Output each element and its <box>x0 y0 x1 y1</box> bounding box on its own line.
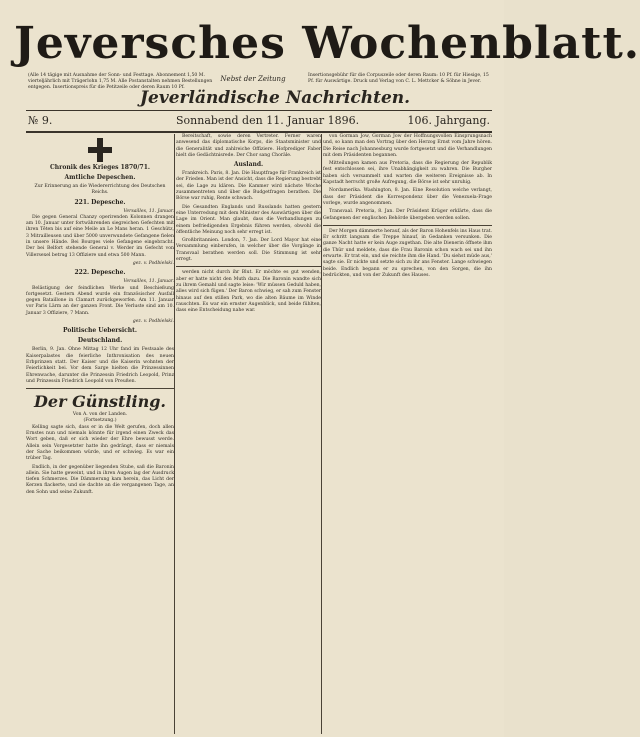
serial-title: Der Günstling. <box>34 392 166 412</box>
north-america-text: Nordamerika. Washington, 8. Jan. Eine Resolution welche verlangt, dass der Präsident die Korrespondenz über die Venezuela-Frage vorlege, wurde angenommen. <box>323 188 492 206</box>
france-text: Frankreich. Paris, 8. Jan. Die Hauptfrage für Frankreich ist der Frieden. Man ist der Ansicht, dass die Regierung bestrebt sei, die Lage zu klären. Die Kammer wird nächste Woche zusammentreten und über die Budgetfragen berathen. Die Börse war ruhig, Rente schwach. <box>176 171 321 202</box>
masthead-title: Jeversches Wochenblatt. <box>14 18 640 69</box>
serial-text-2: Endlich, in der gegenüber liegenden Stube, saß die Baronin allein. Sie hatte geweint, und in ihren Augen lag der Ausdruck tiefen Schmerzes. Die Dämmerung kam herein, das Licht der Kerzen flackerte, und sie dachte an die vergangenen Tage, an den Sohn und seine Zukunft. <box>26 464 174 495</box>
dispatch-1-heading: 221. Depesche. <box>74 198 126 206</box>
official-heading: Amtliche Depeschen. <box>64 174 136 181</box>
serial-author: Von A. von der Landen. <box>72 412 128 418</box>
issue-number: № 9. <box>28 114 53 127</box>
transvaal-text: Transvaal. Pretoria, 8. Jan. Der Präsident Krüger erklärte, dass die Gefangenen der englischen Behörde übergeben werden sollen. <box>323 209 492 221</box>
dispatch-1-text: Die gegen General Chanzy operirenden Kolonnen drangen am 10. Januar unter fortwährenden siegreichen Gefechten mit ihren Têten bis auf eine Meile an Le Mans heran. 1 Geschütz, 3 Mitrailleusen und über 5000 unverwundete Gefangene fielen in unsere Hände. Bei Bourges viele Gefangene eingebracht. Der bei Belfort stehende General v. Werder im Gefecht von Villersexel betrug 13 Offiziere und etwa 500 Mann. <box>26 214 174 258</box>
gb-text: Großbritannien. London, 7. Jan. Der Lord Mayor hat eine Versammlung einberufen, in welcher über die Vorgänge in Transvaal berathen werden soll. Die Stimmung ist sehr erregt. <box>176 238 321 263</box>
serial-continuation: (Fortsetzung.) <box>83 418 117 424</box>
dispatch-2-heading: 222. Depesche. <box>74 269 126 277</box>
rule-bottom <box>26 131 492 133</box>
subtitle-nebst: Nebst der Zeitung <box>220 75 286 83</box>
dispatch-1-signature: gez. v. Podbielski. <box>132 260 174 266</box>
dateline <box>26 113 492 131</box>
germany-text: Berlin, 9. Jan. Ohne Mittag 12 Uhr fand im Festsaale des Kaiserpalastes die feierliche Inthronisation des neuen Erbprinzen statt. Der Kaiser und die Kaiserin wohnten der Feierlichkeit bei. Vor dem Sarge hielten die Prinzessinnen Ehrenwache, darunter die Prinzessin Friedrich Leopold, Prinz und Prinzessin Friedrich Leopold von Preußen. <box>26 347 174 384</box>
dispatch-1-place: Versailles, 11. Januar. <box>123 208 174 214</box>
rule-top <box>26 110 492 111</box>
column-rule-2 <box>321 134 322 734</box>
memory-note: Zur Erinnerung an die Wiedererrichtung des Deutschen Reichs. <box>34 184 166 196</box>
germany-heading: Deutschland. <box>77 337 123 345</box>
col3-serial: Der Morgen dämmerte herauf, als der Baron Hohenfels ins Haus trat. Er schritt langsam die Treppe hinauf, in Gedanken versunken. Die ganze Nacht hatte er kein Auge zugethan. Die alte Dienerin öffnete ihm die Thür und meldete, dass die Frau Baronin schon wach sei und ihn erwarte. Er trat ein, und sie reichte ihm die Hand. 'Du siehst müde aus,' sagte sie. Er nickte und setzte sich zu ihr ans Fenster. Lange schwiegen beide. Endlich begann er zu sprechen, von den Sorgen, die ihn bedrückten, und von der Zukunft des Hauses. <box>323 228 492 278</box>
abroad-heading: Ausland. <box>233 161 264 169</box>
col2-text-2: Die Gesandten Englands und Russlands hatten gestern eine Unterredung mit dem Minister des Auswärtigen über die Lage im Orient. Man glaubt, dass die Verhandlungen zu einem befriedigenden Ergebnis führen werden, obwohl die öffentliche Meinung noch sehr erregt ist. <box>176 204 321 235</box>
col2-serial: werden nicht durch ihr Blut. Er möchte es gut wenden, aber er hatte nicht den Muth dazu. Die Baronin wandte sich zu ihrem Gemahl und sagte leise: 'Wir müssen Geduld haben, alles wird sich fügen.' Der Baron schwieg, er sah zum Fenster hinaus auf den stillen Park, wo die alten Bäume im Winde rauschten. Es war ein ernster Augenblick, und beide fühlten, dass eine Entscheidung nahe war. <box>176 270 321 314</box>
volume-year: 106. Jahrgang. <box>407 114 490 127</box>
iron-cross-icon <box>88 138 112 162</box>
chronicle-heading: Chronik des Krieges 1870/71. <box>50 164 150 171</box>
column-1 <box>26 134 174 734</box>
col2-text-1: Bereitschaft, sowie deren Vertreter. Ferner waren anwesend das diplomatische Korps, die Staatsminister und die Generalität und zahlreiche Offiziere. Hofprediger Faber hielt die Gedächtnisrede. Der Chor sang Choräle. <box>176 134 321 158</box>
col3-text-2: Mitteilungen kamen aus Pretoria, dass die Regierung der Republik fest entschlossen sei, ihre Unabhängigkeit zu wahren. Die Burgher haben sich versammelt und warten die weiteren Ereignisse ab. In Kapstadt herrscht große Aufregung, die Börse ist sehr unruhig. <box>323 161 492 186</box>
dispatch-2-signature: gez. v. Podbielski. <box>132 319 174 325</box>
dispatch-2-place: Versailles, 11. Januar. <box>123 279 174 285</box>
col2-separator <box>176 266 321 267</box>
column-3 <box>323 134 492 734</box>
column-2 <box>176 134 321 734</box>
col3-separator <box>323 225 492 226</box>
serial-separator <box>26 388 174 389</box>
insertion-info: Insertionsgebühr für die Corpuszeile oder deren Raum: 10 Pf. für Hiesige, 15 Pf. für Auswärtige. Druck und Verlag von C. L. Mettcker & Söhne in Jever. <box>308 73 489 85</box>
subscription-info: (Alle 14 tägige mit Ausnahme der Sonn- und Festtage. Abonnement 1,50 M. vierteljährlich mit Trägerlohn 1,75 M. Alle Postanstalten nehmen Bestellungen entgegen. Insertionspreis für die Petitzeile oder deren Raum 10 Pf. <box>28 73 213 91</box>
serial-text-1: Kelling sagte sich, dass er in die Welt gerufen, doch allen Ernstes nun und niemals könnte für irgend einen Zweck das Wort geben, daß er sich wieder der Ehre bewusst werde. Allein sein Vorgesetzter hatte ihn gedrängt, dass er niemals der Sache beikommen würde, und er schwieg. Es war ein trüber Tag. <box>26 424 174 462</box>
col3-text-1: von Gorman Jow, Gorman Jow der Hoffnungsvollen Einsprungsnach und, so kann man den Vortrag über den Herzog Ernst vom Jahre hören. Die Reise nach Johannesburg wurde fortgesetzt und die Verhandlungen mit dem Präsidenten begannen. <box>323 134 492 158</box>
political-heading: Politische Uebersicht. <box>62 327 138 335</box>
issue-date: Sonnabend den 11. Januar 1896. <box>176 114 360 127</box>
supplement-title: Jeverländische Nachrichten. <box>140 88 411 108</box>
dispatch-2-text: Belästigung der feindlichen Werke und Beschießung fortgesetzt. Gestern Abend wurde ein französischer Ausfall gegen Bataillone in Clamart zurückgeworfen. Am 11. Januar vor Paris Lärm an der ganzen Front. Die Verluste sind am 10. Januar 3 Offiziere, 7 Mann. <box>26 285 174 316</box>
column-rule-1 <box>174 134 175 734</box>
